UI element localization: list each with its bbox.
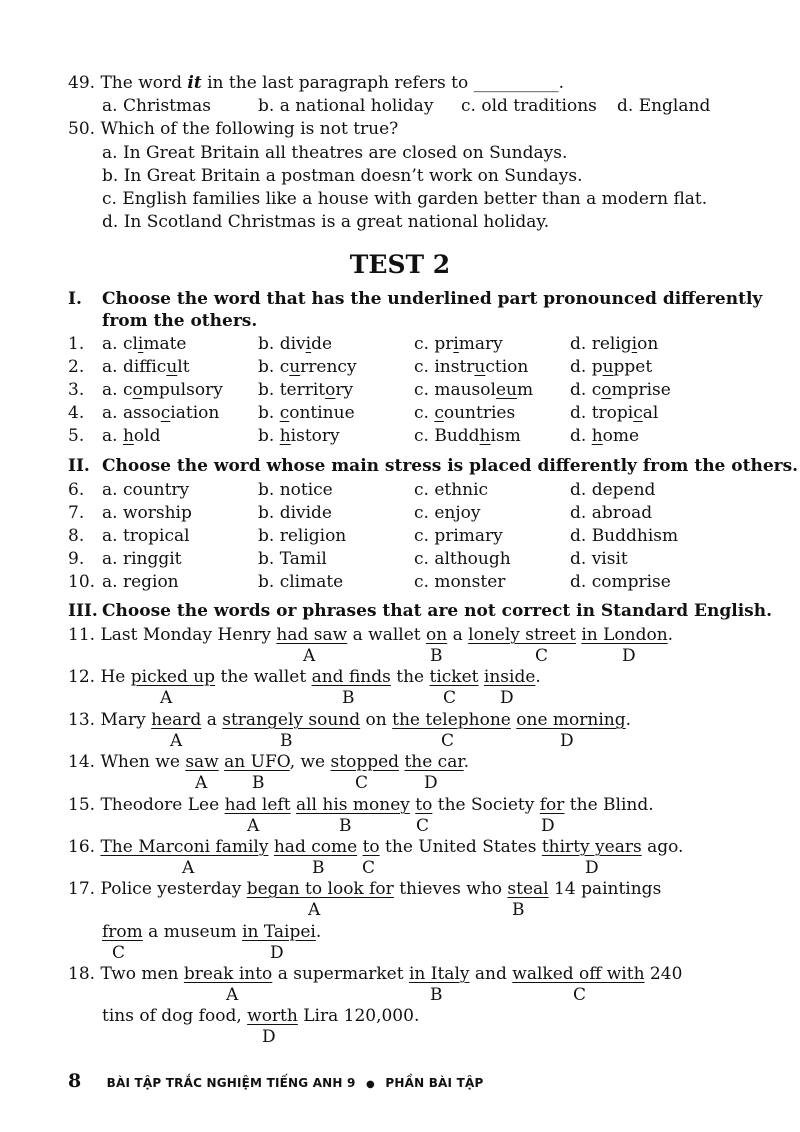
label-a: A bbox=[226, 985, 239, 1005]
option-a: a. climate bbox=[102, 334, 187, 354]
option-c: c. enjoy bbox=[414, 503, 481, 523]
label-b: B bbox=[430, 646, 443, 666]
option-d: d. comprise bbox=[570, 572, 671, 592]
option-b: b. divide bbox=[258, 334, 333, 354]
question-18-line-2: tins of dog food, worth Lira 120,000. bbox=[102, 1006, 420, 1026]
question-18: 18. Two men break into a supermarket in Italy and walked off with 240 bbox=[68, 964, 683, 984]
underlined-part: u bbox=[602, 357, 614, 377]
item-number: 2. bbox=[68, 357, 85, 377]
option-b: b. religion bbox=[258, 526, 347, 546]
underlined-part: c bbox=[160, 403, 171, 423]
underlined-part: u bbox=[289, 357, 301, 377]
option-d: d. visit bbox=[570, 549, 628, 569]
option-d: d. home bbox=[570, 426, 640, 446]
option-a: a. difficult bbox=[102, 357, 190, 377]
question-49: 49. The word it in the last paragraph refers to __________. bbox=[68, 73, 565, 93]
label-c: C bbox=[535, 646, 549, 666]
label-d: D bbox=[622, 646, 636, 666]
section-1-heading: I. Choose the word that has the underlined part pronounced differently from the others. bbox=[68, 289, 763, 331]
option-b: b. notice bbox=[258, 480, 333, 500]
label-c: C bbox=[362, 858, 376, 878]
underlined-part: c bbox=[434, 403, 444, 423]
label-b: B bbox=[512, 900, 525, 920]
underlined-part: o bbox=[325, 380, 336, 400]
option-c: c. monster bbox=[414, 572, 506, 592]
option-a: a. ringgit bbox=[102, 549, 182, 569]
item-number: 9. bbox=[68, 549, 85, 569]
underlined-part: i bbox=[631, 334, 638, 354]
option-b: b. history bbox=[258, 426, 340, 446]
label-d: D bbox=[424, 773, 438, 793]
page-footer bbox=[68, 1070, 483, 1092]
item-number: 8. bbox=[68, 526, 85, 546]
label-c: C bbox=[112, 943, 126, 963]
underlined-part: u bbox=[474, 357, 486, 377]
option-b: b. continue bbox=[258, 403, 355, 423]
underlined-part: o bbox=[601, 380, 612, 400]
label-a: A bbox=[247, 816, 260, 836]
label-d: D bbox=[500, 688, 514, 708]
section-2-heading: II. Choose the word whose main stress is placed differently from the others. bbox=[68, 456, 799, 476]
answer-blank: __________. bbox=[473, 73, 565, 93]
q49-option-b: b. a national holiday bbox=[258, 96, 434, 116]
test-title: TEST 2 bbox=[349, 250, 451, 279]
question-11: 11. Last Monday Henry had saw a wallet on a lonely street in London. bbox=[68, 625, 674, 645]
option-d: d. puppet bbox=[570, 357, 653, 377]
item-number: 5. bbox=[68, 426, 85, 446]
label-a: A bbox=[182, 858, 195, 878]
section-3-heading: III. Choose the words or phrases that are not correct in Standard English. bbox=[68, 601, 773, 621]
question-15: 15. Theodore Lee had left all his money to the Society for the Blind. bbox=[68, 795, 654, 815]
label-d: D bbox=[270, 943, 284, 963]
book-title: BÀI TẬP TRẮC NGHIỆM TIẾNG ANH 9 bbox=[106, 1076, 356, 1090]
label-c: C bbox=[443, 688, 457, 708]
question-17: 17. Police yesterday began to look for thieves who steal 14 paintings bbox=[68, 879, 662, 899]
question-17-line-2: from a museum in Taipei. bbox=[102, 922, 322, 942]
label-d: D bbox=[585, 858, 599, 878]
option-d: d. abroad bbox=[570, 503, 653, 523]
option-c: c. although bbox=[414, 549, 511, 569]
q50-option-c: c. English families like a house with garden better than a modern flat. bbox=[102, 189, 708, 209]
underlined-part: c bbox=[279, 403, 290, 423]
underlined-part: i bbox=[453, 334, 459, 354]
underlined-part: h bbox=[591, 426, 603, 446]
label-b: B bbox=[339, 816, 352, 836]
underlined-part: o bbox=[132, 380, 143, 400]
page-number: 8 bbox=[68, 1070, 82, 1092]
option-c: c. Buddhism bbox=[414, 426, 521, 446]
option-b: b. currency bbox=[258, 357, 357, 377]
option-c: c. primary bbox=[414, 526, 503, 546]
label-b: B bbox=[280, 731, 293, 751]
item-number: 7. bbox=[68, 503, 85, 523]
q49-option-c: c. old traditions bbox=[461, 96, 597, 116]
option-d: d. tropical bbox=[570, 403, 659, 423]
underlined-part: h bbox=[479, 426, 491, 446]
book-part: PHẦN BÀI TẬP bbox=[385, 1076, 484, 1090]
q50-option-b: b. In Great Britain a postman doesn’t work on Sundays. bbox=[102, 166, 583, 186]
label-b: B bbox=[430, 985, 443, 1005]
q49-option-a: a. Christmas bbox=[102, 96, 211, 116]
underlined-part: h bbox=[279, 426, 291, 446]
option-a: a. country bbox=[102, 480, 190, 500]
q49-option-d: d. England bbox=[617, 96, 711, 116]
underlined-part: u bbox=[166, 357, 178, 377]
option-d: d. religion bbox=[570, 334, 659, 354]
item-number: 4. bbox=[68, 403, 85, 423]
question-16: 16. The Marconi family had come to the United States thirty years ago. bbox=[68, 837, 684, 857]
label-c: C bbox=[573, 985, 587, 1005]
option-b: b. territory bbox=[258, 380, 354, 400]
item-number: 6. bbox=[68, 480, 85, 500]
question-50: 50. Which of the following is not true? bbox=[68, 119, 399, 139]
option-a: a. hold bbox=[102, 426, 161, 446]
item-number: 1. bbox=[68, 334, 85, 354]
question-14: 14. When we saw an UFO, we stopped the car. bbox=[68, 752, 470, 772]
option-c: c. primary bbox=[414, 334, 503, 354]
label-d: D bbox=[560, 731, 574, 751]
q50-option-a: a. In Great Britain all theatres are closed on Sundays. bbox=[102, 143, 568, 163]
option-c: c. countries bbox=[414, 403, 516, 423]
label-b: B bbox=[342, 688, 355, 708]
option-c: c. mausoleum bbox=[414, 380, 534, 400]
option-a: a. tropical bbox=[102, 526, 190, 546]
option-a: a. association bbox=[102, 403, 220, 423]
underlined-part: eu bbox=[495, 380, 517, 400]
underlined-part: c bbox=[633, 403, 643, 423]
label-a: A bbox=[308, 900, 321, 920]
q50-option-d: d. In Scotland Christmas is a great national holiday. bbox=[102, 212, 550, 232]
underlined-part: i bbox=[305, 334, 312, 354]
label-c: C bbox=[416, 816, 430, 836]
label-c: C bbox=[441, 731, 455, 751]
option-a: a. worship bbox=[102, 503, 192, 523]
label-d: D bbox=[541, 816, 555, 836]
underlined-part: i bbox=[137, 334, 144, 354]
option-b: b. divide bbox=[258, 503, 332, 523]
item-number: 10. bbox=[68, 572, 96, 592]
question-13: 13. Mary heard a strangely sound on the telephone one morning. bbox=[68, 710, 632, 730]
option-c: c. ethnic bbox=[414, 480, 489, 500]
label-a: A bbox=[303, 646, 316, 666]
option-c: c. instruction bbox=[414, 357, 529, 377]
item-number: 3. bbox=[68, 380, 85, 400]
underlined-part: h bbox=[122, 426, 134, 446]
label-c: C bbox=[355, 773, 369, 793]
label-b: B bbox=[252, 773, 265, 793]
option-b: b. climate bbox=[258, 572, 344, 592]
option-a: a. region bbox=[102, 572, 179, 592]
option-a: a. compulsory bbox=[102, 380, 223, 400]
option-d: d. depend bbox=[570, 480, 656, 500]
label-a: A bbox=[170, 731, 183, 751]
option-b: b. Tamil bbox=[258, 549, 327, 569]
label-b: B bbox=[312, 858, 325, 878]
question-number: 49. bbox=[68, 73, 96, 93]
label-d: D bbox=[262, 1027, 276, 1047]
question-12: 12. He picked up the wallet and finds the ticket inside. bbox=[68, 667, 541, 687]
bullet-icon: ● bbox=[366, 1079, 375, 1090]
label-a: A bbox=[195, 773, 208, 793]
option-d: d. Buddhism bbox=[570, 526, 679, 546]
label-a: A bbox=[160, 688, 173, 708]
option-d: d. comprise bbox=[570, 380, 671, 400]
